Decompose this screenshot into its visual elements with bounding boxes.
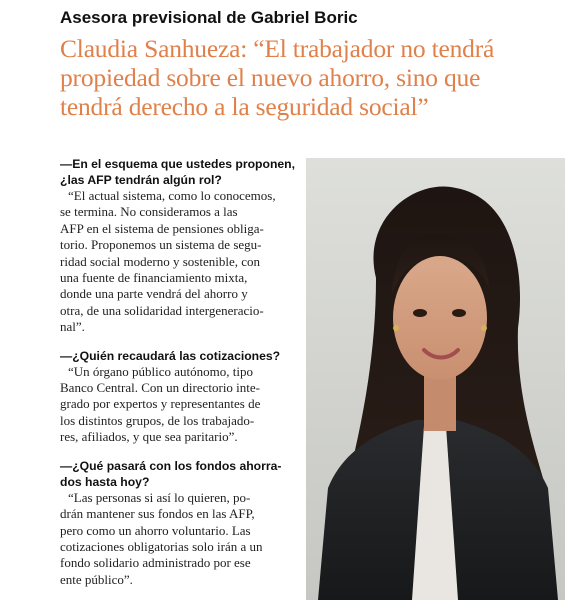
- answer-line: grado por expertos y representantes de: [60, 396, 261, 412]
- answer: [60, 364, 288, 446]
- qa-block: [60, 156, 295, 336]
- question-line: dos hasta hoy?: [60, 474, 150, 489]
- answer-line: una fuente de financiamiento mixta,: [60, 270, 248, 286]
- answer-line: los distintos grupos, de los trabajado-: [60, 412, 255, 428]
- question: [60, 156, 295, 188]
- earring-left: [393, 325, 399, 331]
- answer-line: ridad social moderno y sostenible, con: [60, 253, 261, 269]
- face-shape: [393, 256, 487, 380]
- answer-line: Banco Central. Con un directorio inte-: [60, 380, 261, 396]
- answer-line: res, afiliados, y que sea paritario”.: [60, 429, 238, 445]
- interview-body: [60, 156, 295, 600]
- answer-line: drán mantener sus fondos en las AFP,: [60, 506, 255, 522]
- portrait-illustration: [306, 158, 565, 600]
- question-line: —¿Qué pasará con los fondos ahorra-: [60, 458, 282, 473]
- portrait-photo: [306, 158, 565, 600]
- answer-line: donde una parte vendrá del ahorro y: [60, 286, 248, 302]
- kicker: Asesora previsional de Gabriel Boric: [60, 8, 358, 27]
- answer-line: “Las personas si así lo quieren, po-: [68, 489, 251, 505]
- headline-line: Claudia Sanhueza: “El trabajador no tendrá: [60, 34, 495, 63]
- answer-line: cotizaciones obligatorias solo irán a un: [60, 538, 263, 554]
- qa-block: [60, 348, 288, 446]
- answer-line: se termina. No consideramos a las: [60, 204, 238, 220]
- answer-line: “El actual sistema, como lo conocemos,: [68, 188, 276, 203]
- answer-line: AFP en el sistema de pensiones obliga-: [60, 220, 264, 236]
- answer-line: pero como un ahorro voluntario. Las: [60, 522, 251, 538]
- answer-line: nal”.: [60, 319, 85, 335]
- left-eye: [413, 309, 427, 317]
- answer-line: otra, de una solidaridad intergeneracio-: [60, 302, 264, 318]
- answer-line: torio. Proponemos un sistema de segu-: [60, 237, 262, 253]
- earring-right: [481, 325, 487, 331]
- right-eye: [452, 309, 466, 317]
- answer-line: “Un órgano público autónomo, tipo: [68, 363, 253, 379]
- question: [60, 348, 288, 364]
- answer-line: ente público”.: [60, 571, 133, 587]
- headline-line: propiedad sobre el nuevo ahorro, sino que: [60, 63, 481, 92]
- headline-line: tendrá derecho a la seguridad social”: [60, 92, 429, 121]
- neck-shape: [424, 373, 456, 431]
- question-line: —¿Quién recaudará las cotizaciones?: [60, 348, 281, 363]
- qa-block: [60, 458, 288, 588]
- answer-line: fondo solidario administrado por ese: [60, 555, 251, 571]
- question-line: ¿las AFP tendrán algún rol?: [60, 173, 222, 187]
- question-line: —En el esquema que ustedes proponen,: [60, 157, 295, 171]
- headline: [60, 34, 560, 121]
- answer: [60, 188, 288, 336]
- answer: [60, 490, 288, 588]
- question: [60, 458, 288, 490]
